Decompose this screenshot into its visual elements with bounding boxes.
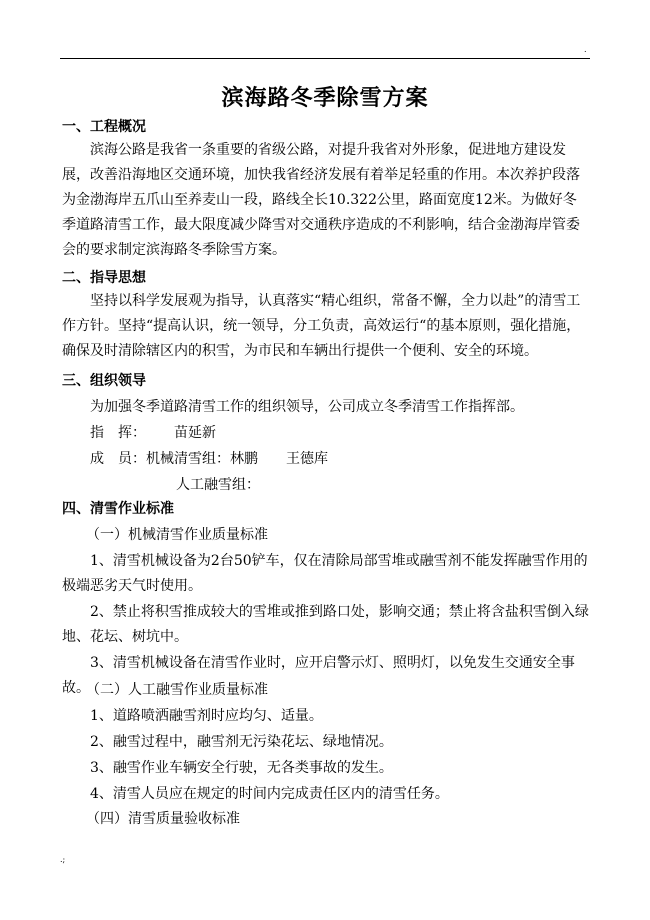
commander-name: 苗延新 <box>174 425 216 441</box>
sub-heading-manual: （二）人工融雪作业质量标准 <box>86 682 268 698</box>
manual-item-1: 1、道路喷洒融雪剂时应均匀、适量。 <box>90 708 323 724</box>
sub-heading-acceptance: （四）清雪质量验收标准 <box>86 811 240 827</box>
manual-item-3: 3、融雪作业车辆安全行驶，无各类事故的发生。 <box>90 760 393 776</box>
section-1-heading: 一、工程概况 <box>62 119 146 135</box>
header-rule <box>60 58 590 59</box>
section-1-paragraph: 滨海公路是我省一条重要的省级公路，对提升我省对外形象，促进地方建设发展，改善沿海地区交通环境，加快我省经济发展有着举足轻重的作用。本次养护段落为金渤海岸五爪山至养麦山一段，路线全长10.322公里，路面宽度12米。为做好冬季道路清雪工作，最大限度减少降雪对交通秩序造成的不利影响，结合金渤海岸管委会的要求制定滨海路冬季除雪方案。 <box>62 142 580 258</box>
header-mark: . <box>584 45 587 54</box>
mechanical-item-1: 1、清雪机械设备为2台50铲车，仅在清除局部雪堆或融雪剂不能发挥融雪作用的极端恶劣天气时使用。 <box>62 553 588 594</box>
mechanical-item-2: 2、禁止将积雪推成较大的雪堆或推到路口处，影响交通；禁止将含盐积雪倒入绿地、花坛、树坑中。 <box>62 604 589 645</box>
section-2-paragraph: 坚持以科学发展观为指导，认真落实“精心组织，常备不懈，全力以赴”的清雪工作方针。坚持“提高认识，统一领导，分工负责，高效运行“的基本原则，强化措施，确保及时清除辖区内的积雪，为市民和车辆出行提供一个便利、安全的环境。 <box>62 293 581 359</box>
section-3-heading: 三、组织领导 <box>62 373 146 389</box>
commander-label: 指 挥： <box>90 425 146 441</box>
sub-heading-mechanical: （一）机械清雪作业质量标准 <box>86 527 268 543</box>
section-3-intro: 为加强冬季道路清雪工作的组织领导，公司成立冬季清雪工作指挥部。 <box>90 399 524 415</box>
mechanical-group: 机械清雪组：林鹏 王德库 <box>146 451 328 467</box>
document-title: 滨海路冬季除雪方案 <box>221 85 429 111</box>
section-2-heading: 二、指导思想 <box>62 270 146 286</box>
footer-mark: .; <box>60 855 66 864</box>
section-4-heading: 四、清雪作业标准 <box>62 501 174 517</box>
manual-group: 人工融雪组： <box>176 477 260 493</box>
mechanical-item-3: 3、清雪机械设备在清雪作业时，应开启警示灯、照明灯，以免发生交通安全事故。 <box>62 655 575 696</box>
manual-item-2: 2、融雪过程中，融雪剂无污染花坛、绿地情况。 <box>90 734 393 750</box>
members-label: 成 员： <box>90 451 146 467</box>
manual-item-4: 4、清雪人员应在规定的时间内完成责任区内的清雪任务。 <box>90 786 449 802</box>
